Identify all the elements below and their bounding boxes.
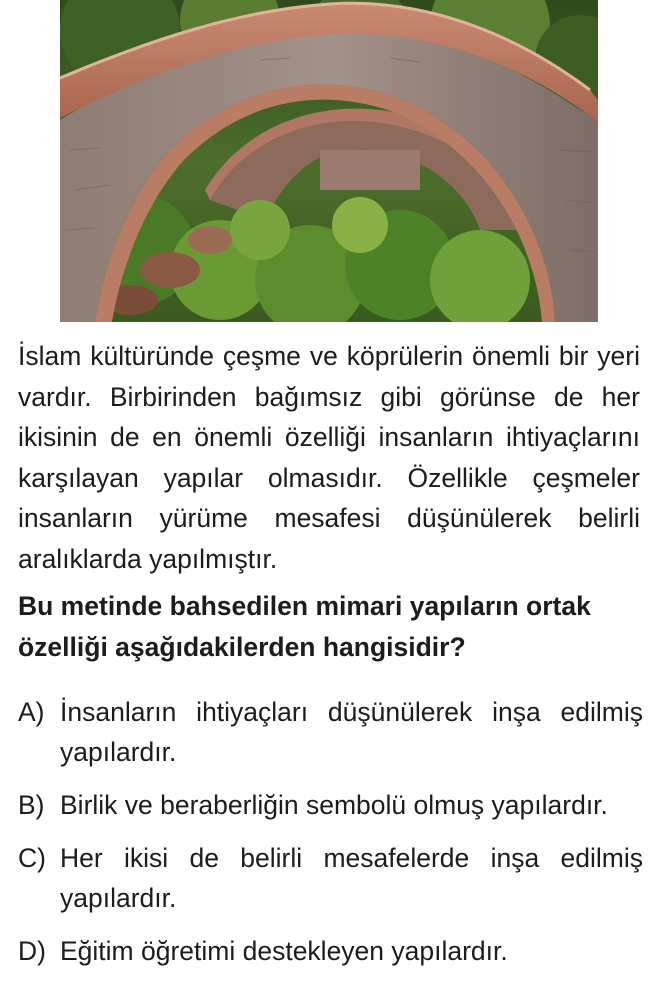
option-letter: D) (18, 936, 46, 966)
option-c[interactable] (18, 838, 643, 918)
option-d[interactable] (18, 931, 643, 971)
bridge-photo (60, 0, 598, 322)
option-text: Her ikisi de belirli mesafelerde inşa edilmiş yapılardır. (60, 843, 643, 913)
option-a[interactable] (18, 692, 643, 772)
passage-text: İslam kültüründe çeşme ve köprülerin önemli bir yeri vardır. Birbirinden bağımsız gibi görünse de her ikisinin de en önemli özelliği insanların ihtiyaçlarını karşılayan yapılar olmasıdır. Özellikle çeşmeler insanların yürüme mesafesi düşünülerek belirli aralıklarda yapılmıştır. (18, 341, 640, 574)
option-letter: A) (18, 697, 45, 727)
question-text: Bu metinde bahsedilen mimari yapıların ortak özelliği aşağıdakilerden hangisidir? (18, 591, 591, 662)
option-text: Birlik ve beraberliğin sembolü olmuş yapılardır. (60, 790, 608, 820)
option-b[interactable] (18, 785, 643, 825)
option-text: Eğitim öğretimi destekleyen yapılardır. (60, 936, 508, 966)
option-letter: B) (18, 790, 45, 820)
option-letter: C) (18, 843, 46, 873)
option-text: İnsanların ihtiyaçları düşünülerek inşa edilmiş yapılardır. (60, 697, 643, 767)
answer-options (18, 692, 643, 984)
